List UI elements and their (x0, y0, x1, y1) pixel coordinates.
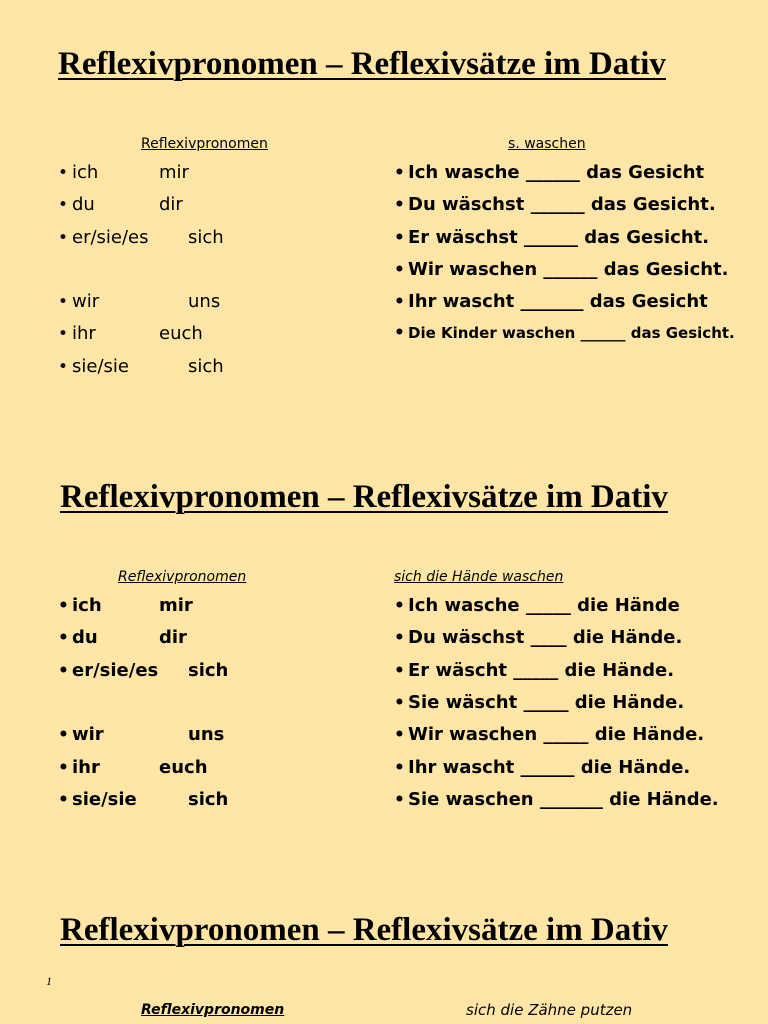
bullet-icon: • (58, 292, 69, 312)
pronoun-row (58, 595, 358, 617)
sentence-item (394, 194, 754, 216)
bullet-icon: • (58, 790, 69, 810)
sentence-text: Ich wasche ______ das Gesicht (408, 162, 705, 183)
sentence-item (394, 291, 754, 313)
pronoun-reflexive: sich (188, 789, 229, 810)
bullet-icon: • (394, 758, 405, 778)
sentence-item (394, 595, 754, 617)
bullet-icon: • (394, 260, 405, 280)
pronoun-reflexive: dir (159, 627, 187, 648)
sentence-text: Wir waschen _____ die Hände. (408, 724, 705, 745)
pronoun-subject: ihr (72, 757, 100, 778)
bullet-icon: • (394, 596, 405, 616)
sentence-text: Du wäschst ____ die Hände. (408, 627, 683, 648)
pronoun-reflexive: euch (159, 323, 203, 344)
pronoun-reflexive: sich (188, 227, 224, 248)
sentence-text: Wir waschen ______ das Gesicht. (408, 259, 729, 280)
sentence-text: Ihr wascht _______ das Gesicht (408, 291, 708, 312)
bullet-icon: • (394, 790, 405, 810)
section-1-left-header: Reflexivpronomen (141, 136, 268, 152)
bullet-icon: • (394, 628, 405, 648)
pronoun-row (58, 323, 358, 345)
sentence-item (394, 627, 754, 649)
bullet-icon: • (394, 228, 405, 248)
sentence-item (394, 789, 754, 811)
bullet-icon: • (58, 758, 69, 778)
bullet-icon: • (58, 725, 69, 745)
pronoun-subject: sie/sie (72, 356, 129, 377)
sentence-text: Du wäschst ______ das Gesicht. (408, 194, 716, 215)
pronoun-subject: wir (72, 291, 100, 312)
section-2-left-header: Reflexivpronomen (118, 569, 247, 585)
bullet-icon: • (58, 628, 69, 648)
pronoun-reflexive: sich (188, 660, 229, 681)
pronoun-reflexive: mir (159, 162, 189, 183)
pronoun-subject: du (72, 194, 95, 215)
bullet-icon: • (394, 323, 405, 343)
pronoun-reflexive: sich (188, 356, 224, 377)
sentence-text: Sie waschen _______ die Hände. (408, 789, 719, 810)
sentence-item (394, 259, 754, 281)
sentence-text: Ihr wascht ______ die Hände. (408, 757, 691, 778)
sentence-item (394, 660, 754, 682)
pronoun-row (58, 194, 358, 216)
pronoun-subject: er/sie/es (72, 660, 159, 681)
sentence-text: Er wäschst ______ das Gesicht. (408, 227, 710, 248)
bullet-icon: • (394, 693, 405, 713)
sentence-text: Sie wäscht _____ die Hände. (408, 692, 685, 713)
pronoun-subject: sie/sie (72, 789, 137, 810)
bullet-icon: • (58, 163, 69, 183)
pronoun-reflexive: mir (159, 595, 193, 616)
pronoun-subject: er/sie/es (72, 227, 149, 248)
sentence-item (394, 724, 754, 746)
sentence-item (394, 162, 754, 184)
pronoun-row (58, 627, 358, 649)
sentence-text: Er wäscht _____ die Hände. (408, 660, 675, 681)
section-3-title: Reflexivpronomen – Reflexivsätze im Dativ (60, 912, 668, 948)
bullet-icon: • (58, 228, 69, 248)
pronoun-reflexive: uns (188, 291, 221, 312)
section-3-right-header: sich die Zähne putzen (466, 1001, 633, 1019)
page-number: 1 (46, 974, 52, 988)
bullet-icon: • (394, 292, 405, 312)
sentence-item (394, 322, 764, 344)
bullet-icon: • (58, 661, 69, 681)
section-1-right-header: s. waschen (508, 136, 586, 152)
pronoun-reflexive: dir (159, 194, 183, 215)
section-2-title: Reflexivpronomen – Reflexivsätze im Dativ (60, 479, 668, 515)
section-1-title: Reflexivpronomen – Reflexivsätze im Dativ (58, 46, 666, 82)
bullet-icon: • (394, 195, 405, 215)
sentence-item (394, 692, 754, 714)
pronoun-reflexive: euch (159, 757, 208, 778)
bullet-icon: • (58, 596, 69, 616)
pronoun-row (58, 789, 358, 811)
bullet-icon: • (394, 725, 405, 745)
pronoun-subject: wir (72, 724, 104, 745)
sentence-text: Ich wasche _____ die Hände (408, 595, 680, 616)
sentence-text: Die Kinder waschen ______ das Gesicht. (408, 324, 735, 342)
sentence-item (394, 757, 754, 779)
pronoun-row (58, 291, 358, 313)
sentence-item (394, 227, 754, 249)
section-3-left-header: Reflexivpronomen (141, 1002, 285, 1018)
bullet-icon: • (58, 357, 69, 377)
pronoun-row (58, 356, 358, 378)
pronoun-reflexive: uns (188, 724, 225, 745)
pronoun-subject: du (72, 627, 98, 648)
pronoun-row (58, 660, 358, 682)
pronoun-subject: ich (72, 595, 102, 616)
bullet-icon: • (394, 163, 405, 183)
pronoun-subject: ihr (72, 323, 96, 344)
pronoun-subject: ich (72, 162, 99, 183)
bullet-icon: • (58, 324, 69, 344)
pronoun-row (58, 162, 358, 184)
pronoun-row (58, 724, 358, 746)
pronoun-row (58, 227, 358, 249)
bullet-icon: • (58, 195, 69, 215)
pronoun-row (58, 757, 358, 779)
bullet-icon: • (394, 661, 405, 681)
section-2-right-header: sich die Hände waschen (394, 569, 564, 585)
